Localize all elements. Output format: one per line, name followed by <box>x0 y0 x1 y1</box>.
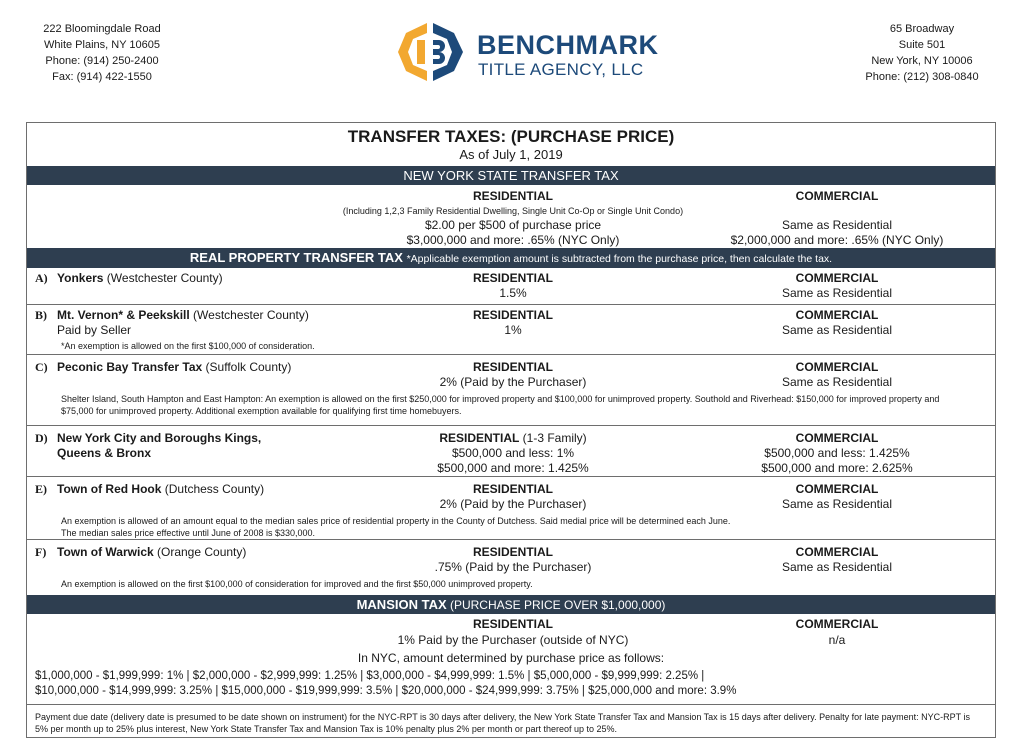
row-nyc-boroughs <box>27 426 995 477</box>
band-title: REAL PROPERTY TRANSFER TAX <box>189 250 403 265</box>
residential-rate: 1% <box>504 323 522 337</box>
residential-rate: .75% (Paid by the Purchaser) <box>434 560 592 574</box>
row-label <box>35 271 223 286</box>
address-line: Suite 501 <box>898 39 946 51</box>
commercial-heading: COMMERCIAL <box>795 189 879 203</box>
row-letter: D) <box>35 431 48 445</box>
row-peconic-bay <box>27 355 995 426</box>
nyc-intro: In NYC, amount determined by purchase price as follows: <box>357 651 665 665</box>
exemption-note: An exemption is allowed on the first $100,000 of consideration for improved and the first $50,000 unimproved property. <box>61 579 533 589</box>
county: (Westchester County) <box>103 271 223 285</box>
commercial-rate: Same as Residential <box>781 497 893 511</box>
commercial-rate: Same as Residential <box>781 286 893 300</box>
logo-subtitle: TITLE AGENCY, LLC <box>478 60 644 79</box>
row-label <box>35 308 309 323</box>
jurisdiction-name: Town of Warwick <box>57 545 154 559</box>
residential-rate: 1% Paid by the Purchaser (outside of NYC) <box>397 633 629 647</box>
residential-rate-high: $500,000 and more: 1.425% <box>437 461 589 475</box>
residential-rate: $2.00 per $500 of purchase price <box>424 218 602 232</box>
commercial-rate: Same as Residential <box>781 323 893 337</box>
jurisdiction-name: Mt. Vernon* & Peekskill <box>57 308 190 322</box>
residential-rate: 2% (Paid by the Purchaser) <box>439 497 587 511</box>
commercial-heading: COMMERCIAL <box>795 271 879 285</box>
commercial-heading: COMMERCIAL <box>795 545 879 559</box>
commercial-rate: Same as Residential <box>781 375 893 389</box>
transfer-tax-table <box>26 122 996 738</box>
phone-line: Phone: (914) 250-2400 <box>45 55 159 67</box>
phone-line: Phone: (212) 308-0840 <box>865 71 979 83</box>
residential-heading: RESIDENTIAL <box>472 271 553 285</box>
band-title: NEW YORK STATE TRANSFER TAX <box>403 168 619 183</box>
nyc-brackets-line1: $1,000,000 - $1,999,999: 1% | $2,000,000 - $2,999,999: 1.25% | $3,000,000 - $4,999,999: 1.5% | $5,000,000 - $9,999,999: 2.25% | <box>35 670 705 682</box>
residential-note: (Including 1,2,3 Family Residential Dwelling, Single Unit Co-Op or Single Unit Condo) <box>342 206 684 216</box>
address-line: 65 Broadway <box>889 23 955 35</box>
band-title: MANSION TAX <box>356 597 447 612</box>
row-letter: B) <box>35 308 47 322</box>
residential-nyc-rate: $3,000,000 and more: .65% (NYC Only) <box>406 233 620 247</box>
page-title: TRANSFER TAXES: (PURCHASE PRICE) <box>347 127 675 146</box>
residential-rate: 2% (Paid by the Purchaser) <box>439 375 587 389</box>
new-york-office-address <box>848 21 996 85</box>
row-label <box>35 482 264 497</box>
jurisdiction-name-line2: Queens & Bronx <box>57 446 152 460</box>
row-label <box>35 360 291 375</box>
address-line: White Plains, NY 10605 <box>44 39 160 51</box>
exemption-note: An exemption is allowed of an amount equal to the median sales price of residential property in the County of Dutchess. Said medial price will be determined each June. <box>61 516 731 526</box>
residential-heading: RESIDENTIAL <box>472 360 553 374</box>
nys-transfer-tax-band <box>27 166 995 185</box>
commercial-rate: Same as Residential <box>781 218 893 232</box>
hexagon-b-logo-icon <box>393 20 471 84</box>
logo-name: BENCHMARK <box>477 30 659 60</box>
commercial-rate-low: $500,000 and less: 1.425% <box>764 446 910 460</box>
jurisdiction-name: Town of Red Hook <box>57 482 162 496</box>
as-of-date: As of July 1, 2019 <box>459 147 563 162</box>
payment-due-note: Payment due date (delivery date is presumed to be date shown on instrument) for the NYC-RPT is 30 days after delivery, the New York State Transfer Tax and Mansion Tax is 15 days after delivery. Penalty for late payment: NYC-RPT is 5% per month up to 25% plus interest, New York State Transfer Tax and Mansion Tax is 10% penalty plus 2% per month or part thereof up to 25%. <box>35 712 970 734</box>
row-yonkers <box>27 268 995 305</box>
mansion-tax-band <box>27 595 995 614</box>
residential-heading <box>343 431 683 446</box>
white-plains-office-address <box>28 21 176 85</box>
commercial-heading: COMMERCIAL <box>795 617 879 631</box>
commercial-nyc-rate: $2,000,000 and more: .65% (NYC Only) <box>730 233 944 247</box>
median-price-note: The median sales price effective until June of 2008 is $330,000. <box>61 528 315 538</box>
row-letter: A) <box>35 271 48 285</box>
row-label <box>35 545 246 560</box>
commercial-heading: COMMERCIAL <box>795 308 879 322</box>
residential-heading: RESIDENTIAL <box>472 617 553 631</box>
commercial-heading: COMMERCIAL <box>795 431 879 445</box>
county: (Westchester County) <box>189 308 309 322</box>
paid-by: Paid by Seller <box>57 323 132 337</box>
nyc-brackets-line2: $10,000,000 - $14,999,999: 3.25% | $15,000,000 - $19,999,999: 3.5% | $20,000,000 - $24,999,999: 3.75% | $25,000,000 and more: 3.9% <box>35 685 737 697</box>
county: (Orange County) <box>153 545 247 559</box>
exemption-note: *An exemption is allowed on the first $100,000 of consideration. <box>61 341 315 351</box>
row-label <box>35 431 261 446</box>
commercial-rate: Same as Residential <box>781 560 893 574</box>
commercial-heading: COMMERCIAL <box>795 482 879 496</box>
residential-rate-low: $500,000 and less: 1% <box>451 446 575 460</box>
exemption-note: Shelter Island, South Hampton and East Hampton: An exemption is allowed on the first $250,000 for improved property and $100,000 for unimproved property. Southold and Riverhead: $150,000 for improved property and $75,000 for unimproved property. Additional exemption available for qualifying first time homebuyers. <box>61 394 940 416</box>
commercial-rate-high: $500,000 and more: 2.625% <box>761 461 913 475</box>
commercial-heading: COMMERCIAL <box>795 360 879 374</box>
row-letter: F) <box>35 545 47 559</box>
row-warwick <box>27 540 995 594</box>
fax-line: Fax: (914) 422-1550 <box>52 71 152 83</box>
mansion-tax-section <box>27 614 995 705</box>
band-note: (PURCHASE PRICE OVER $1,000,000) <box>446 598 666 612</box>
residential-heading: RESIDENTIAL <box>472 545 553 559</box>
nys-transfer-tax-section <box>27 185 995 248</box>
benchmark-logo <box>393 20 659 84</box>
address-line: 222 Bloomingdale Road <box>43 23 161 35</box>
row-red-hook <box>27 477 995 540</box>
jurisdiction-name: New York City and Boroughs Kings, <box>57 431 262 445</box>
row-letter: C) <box>35 360 48 374</box>
residential-heading: RESIDENTIAL <box>472 482 553 496</box>
county: (Suffolk County) <box>202 360 292 374</box>
row-letter: E) <box>35 482 47 496</box>
address-line: New York, NY 10006 <box>871 55 973 67</box>
band-note: *Applicable exemption amount is subtracted from the purchase price, then calculate the tax. <box>406 253 833 265</box>
residential-heading-label: RESIDENTIAL <box>439 431 520 445</box>
jurisdiction-name: Peconic Bay Transfer Tax <box>57 360 203 374</box>
county: (Dutchess County) <box>161 482 265 496</box>
real-property-transfer-tax-band <box>27 248 995 268</box>
jurisdiction-name: Yonkers <box>57 271 104 285</box>
residential-rate: 1.5% <box>499 286 527 300</box>
residential-heading: RESIDENTIAL <box>472 189 553 203</box>
residential-heading-note: (1-3 Family) <box>519 431 587 445</box>
residential-heading: RESIDENTIAL <box>472 308 553 322</box>
commercial-rate: n/a <box>828 633 846 647</box>
row-mt-vernon-peekskill <box>27 305 995 355</box>
